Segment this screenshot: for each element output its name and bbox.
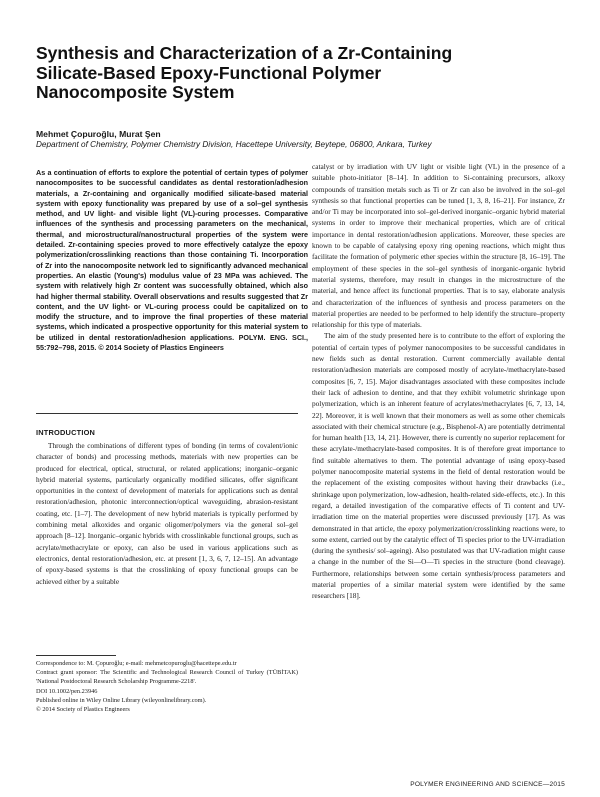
affiliation: Department of Chemistry, Polymer Chemistry Division, Hacettepe University, Beytepe, 06800, Ankara, Turkey	[36, 140, 432, 149]
title-line: Nanocomposite System	[36, 82, 235, 102]
footnote-doi: DOI 10.1002/pen.23946	[36, 687, 98, 695]
right-paragraph: The aim of the study presented here is to contribute to the effort of exploring the potential of certain types of polymer nanocomposites to be successful candidates in new fields such as dental restoration. Current commercially available dental restoration/adhesion materials are composed mostly of acrylate-/methacrylate-based composites [6, 7, 15]. Major disadvantages associated with these composites include their lack of adhesion to dentine, and that they exhibit volumetric shrinkage upon polymerization, which is an inherent feature of acrylates/methacrylates [6, 7, 13, 14, 22]. Moreover, it is well known that their monomers as well as some other chemicals associated with their chemical structure (e.g., Bisphenol-A) are potentially detrimental for human health [13, 14, 21]. However, there is currently no superior replacement for these acrylate-/methacrylate-based composites. It is of therefore great importance to find suitable alternatives to them. The potential advantage of using epoxy-based polymer nanocomposite material systems in the field of dental restoration would be the replacement of the existing composites without having their drawbacks (i.e., shrinkage upon polymerization, low-adhesion, health-related side-effects, etc.). In this regard, a detailed investigation of the comparative effects of Ti content and UV-irradiation time on the material properties were discussed previously [17]. As was demonstrated in that article, the epoxy polymerization/crosslinking reactions were, to some extent, carried out by the catalytic effect of Ti species prior to the UV-irradiation (during the synthesis/ sol–ageing). Also postulated was that UV-radiation might cause a change in the number of the Si—O—Ti species in the structure (bond cleavage). Furthermore, relationships between some certain synthesis/process parameters and material properties of a similar material system were identified by the same researchers [18].	[312, 331, 565, 601]
abstract-citation: POLYM. ENG. SCI., 55:792–798, 2015. © 2014 Society of Plastics Engineers	[36, 332, 309, 353]
author-list: Mehmet Çopuroğlu, Murat Şen	[36, 129, 161, 139]
abstract	[36, 168, 308, 353]
footnote-divider	[36, 655, 116, 656]
title-line: Silicate-Based Epoxy-Functional Polymer	[36, 62, 382, 83]
footnote-copyright: © 2014 Society of Plastics Engineers	[36, 706, 130, 714]
footnotes	[36, 659, 298, 714]
article-title	[36, 44, 556, 103]
abstract-text: As a continuation of efforts to explore the potential of certain types of polymer nanocomposites to be successful candidates as dental restoration/adhesion materials, a Zr-containing and organically modified silicate-based material system with epoxy functionality was prepared by use of a sol–gel synthesis method, and UV light- and visible light (VL)-curing processes. Comparative influences of the synthesis and processing parameters on the mechanical, thermal, and microstructural/nanostructural properties of the system were detailed. Zr-containing species proved to more effectively catalyze the epoxy polymerization/crosslinking reactions than those containing Ti. Incorporation of Zr into the nanocomposite network led to significantly advanced mechanical properties. An elastic (Young's) modulus value of 23 MPa was achieved. The system with relatively high Zr content was successfully obtained, which also had higher thermal stability. Overall observations and results suggested that Zr content, and the UV light- or VL-curing process could be capitalized on to modify the structure, and to improve the final properties of these material systems, which indicated a prospective opportunity for this material system to be utilized in dental restoration/adhesion applications.	[36, 168, 308, 342]
right-column	[312, 161, 565, 602]
section-divider	[36, 413, 298, 414]
section-heading: INTRODUCTION	[36, 428, 96, 437]
title-line: Synthesis and Characterization of a Zr-Containing	[36, 43, 453, 63]
intro-body	[36, 440, 298, 587]
intro-paragraph: Through the combinations of different types of bonding (in terms of covalent/ionic character of bonds) and processing methods, materials with new properties can be produced for electrical, optical, structural, or related applications; inorganic–organic hybrid material systems, particularly organically modified silicates, offer significant opportunities in the context of development of materials for applications such as dental restoration/adhesion, photonic interconnection/optical waveguiding, abrasion-resistant coating, etc. [1–7]. The development of new hybrid materials is typically performed by combining metal alkoxides and organic oligomer/polymers via the general sol–gel approach [8–12]. Inorganic–organic hybrids with crosslinkable functional groups, such as acrylate/methacrylate or epoxy, can also be used in various applications such as electronics, dental restoration/adhesion, etc. at present [1, 3, 6, 7, 12–15]. An advantage of epoxy-based systems is that the crosslinking of epoxy functional groups can be achieved either by a suitable	[36, 441, 298, 586]
footnote-correspondence: Correspondence to: M. Çopuroğlu; e-mail: mehmetcopuroglu@hacettepe.edu.tr	[36, 660, 237, 667]
running-footer: POLYMER ENGINEERING AND SCIENCE—2015	[410, 781, 565, 788]
footnote-grant: Contract grant sponsor: The Scientific and Technological Research Council of Turkey (TÜBİTAK) 'National Postdoctoral Research Scholarship Programme-2218'.	[36, 669, 298, 686]
footnote-online: Published online in Wiley Online Library (wileyonlinelibrary.com).	[36, 696, 207, 704]
right-paragraph: catalyst or by irradiation with UV light or visible light (VL) in the presence of a suitable photo-initiator [8–14]. In addition to Si-containing precursors, alkoxy compounds of transition metals such as Ti or Zr can also be involved in the sol–gel synthesis so that functional properties can be tuned [1, 3, 8, 16–21]. For instance, Zr and/or Ti may be incorporated into sol–gel-derived inorganic–organic hybrid material systems in order to improve their mechanical properties, which are of critical importance in dental restoration/adhesion applications. Moreover, these species are known to be capable of catalysing epoxy ring opening reactions, which might thus facilitate the formation of polymeric ether species within the structure [8, 16–19]. The employment of these species in the sol–gel synthesis of inorganic-organic hybrid material systems, therefore, may result in changes in the microstructure of the material, and hence affect its functional properties. That is to say, elaborate analysis and characterization of the influences of synthesis and process parameters on the material properties are needed to be performed to help identify the structure–property relationship for this type of materials.	[312, 162, 565, 330]
